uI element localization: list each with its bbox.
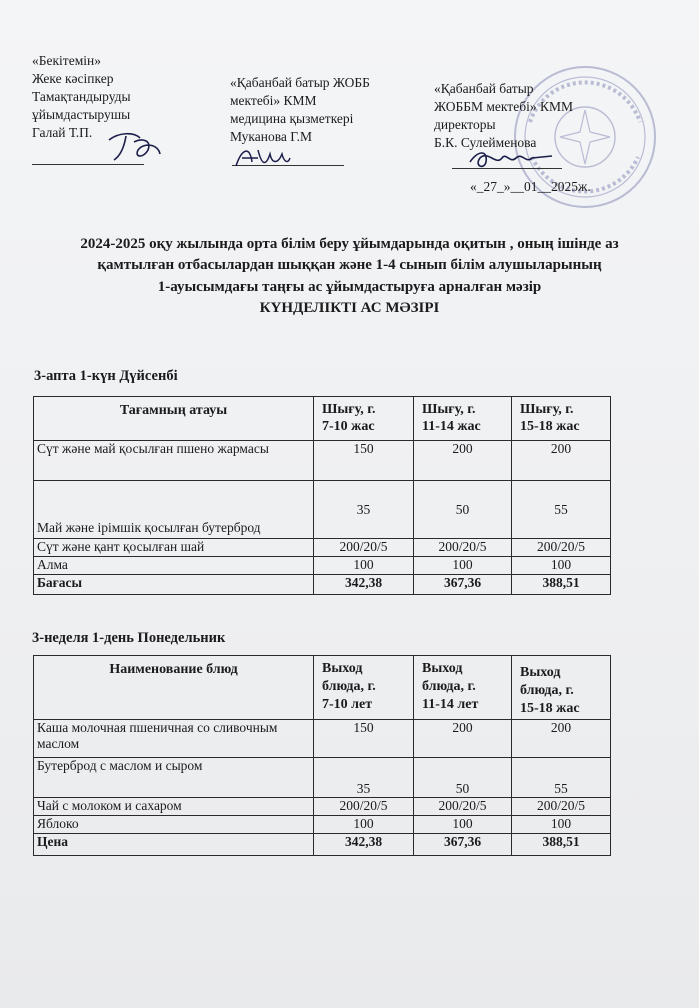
header-yield-11-14: Выход блюда, г. 11-14 лет [414,656,512,720]
yield-value: 50 [414,481,512,539]
table-row [34,481,611,539]
approval-line: директоры [434,117,496,132]
yield-value: 200/20/5 [512,539,611,557]
price-value: 367,36 [414,834,512,856]
yield-value: 55 [512,481,611,539]
approval-line: ұйымдастырушы [32,107,131,122]
yield-value: 100 [512,557,611,575]
yield-value: 200 [414,441,512,481]
day-label-ru: 3-неделя 1-день Понедельник [32,630,226,646]
header-yield-7-10: Выход блюда, г. 7-10 лет [314,656,414,720]
document-title-line-3: 1-ауысымдағы таңғы ас ұйымдастыруға арналған мәзір [157,279,542,295]
header-dish-name: Тағамның атауы [34,397,314,441]
yield-value: 35 [314,758,414,798]
yield-value: 100 [414,816,512,834]
price-value: 388,51 [512,834,611,856]
signature-director [466,146,556,172]
table-header-row [34,397,611,441]
approval-line: «Қабанбай батыр [434,81,534,96]
table-row [34,798,611,816]
approval-line: «Бекітемін» [32,53,101,68]
yield-value: 200/20/5 [414,539,512,557]
approval-line: «Қабанбай батыр ЖОББ [230,75,370,90]
yield-value: 50 [414,758,512,798]
document-title-line-2: қамтылған отбасылардан шыққан және 1-4 сынып білім алушыларының [97,257,602,273]
price-value: 342,38 [314,575,414,595]
dish-name: Сүт және май қосылған пшено жармасы [34,441,314,481]
table-row [34,441,611,481]
menu-table-ru [33,655,611,856]
header-yield-7-10: Шығу, г. 7-10 жас [314,397,414,441]
header-yield-15-18: Выход блюда, г. 15-18 жас [512,656,611,720]
document-title-line-4: КҮНДЕЛІКТІ АС МӘЗІРІ [259,300,440,316]
header-dish-name: Наименование блюд [34,656,314,720]
table-row [34,816,611,834]
table-header-row [34,656,611,720]
price-label: Бағасы [34,575,314,595]
table-row [34,539,611,557]
price-value: 367,36 [414,575,512,595]
dish-name: Каша молочная пшеничная со сливочным маслом [34,720,314,758]
yield-value: 100 [512,816,611,834]
yield-value: 200/20/5 [414,798,512,816]
approval-line: Тамақтандыруды [32,89,131,104]
yield-value: 100 [314,557,414,575]
yield-value: 150 [314,720,414,758]
table-row [34,758,611,798]
dish-name: Алма [34,557,314,575]
price-value: 342,38 [314,834,414,856]
yield-value: 200 [512,720,611,758]
table-row [34,557,611,575]
approval-block-director [434,80,573,152]
yield-value: 55 [512,758,611,798]
dish-name: Сүт және қант қосылған шай [34,539,314,557]
yield-value: 200/20/5 [512,798,611,816]
signature-medical [232,140,292,174]
approval-line: мектебі» КММ [230,93,317,108]
price-label: Цена [34,834,314,856]
approval-block-medical [230,74,370,146]
header-yield-15-18: Шығу, г. 15-18 жас [512,397,611,441]
yield-value: 100 [414,557,512,575]
dish-name: Май және ірімшік қосылған бутерброд [34,481,314,539]
approval-line: Б.К. Сулейменова [434,135,537,150]
signature-entrepreneur [104,128,164,168]
table-row [34,720,611,758]
header-yield-11-14: Шығу, г. 11-14 жас [414,397,512,441]
yield-value: 150 [314,441,414,481]
dish-name: Чай с молоком и сахаром [34,798,314,816]
approval-line: Жеке кәсіпкер [32,71,114,86]
day-label-kz: 3-апта 1-күн Дүйсенбі [34,368,178,384]
table-total-row [34,575,611,595]
approval-line: ЖОББМ мектебі» КММ [434,99,573,114]
approval-line: Галай Т.П. [32,125,93,140]
document-title-line-1: 2024-2025 оқу жылында орта білім беру ұйымдарында оқитын , оның ішінде аз [80,236,619,252]
dish-name: Яблоко [34,816,314,834]
price-value: 388,51 [512,575,611,595]
yield-value: 200 [512,441,611,481]
yield-value: 200/20/5 [314,539,414,557]
yield-value: 200 [414,720,512,758]
dish-name: Бутерброд с маслом и сыром [34,758,314,798]
yield-value: 100 [314,816,414,834]
approval-date: «_27_»__01__2025ж. [470,179,591,194]
menu-table-kz [33,396,611,595]
yield-value: 35 [314,481,414,539]
yield-value: 200/20/5 [314,798,414,816]
approval-line: Муканова Г.М [230,129,312,144]
table-total-row [34,834,611,856]
approval-line: медицина қызметкері [230,111,354,126]
